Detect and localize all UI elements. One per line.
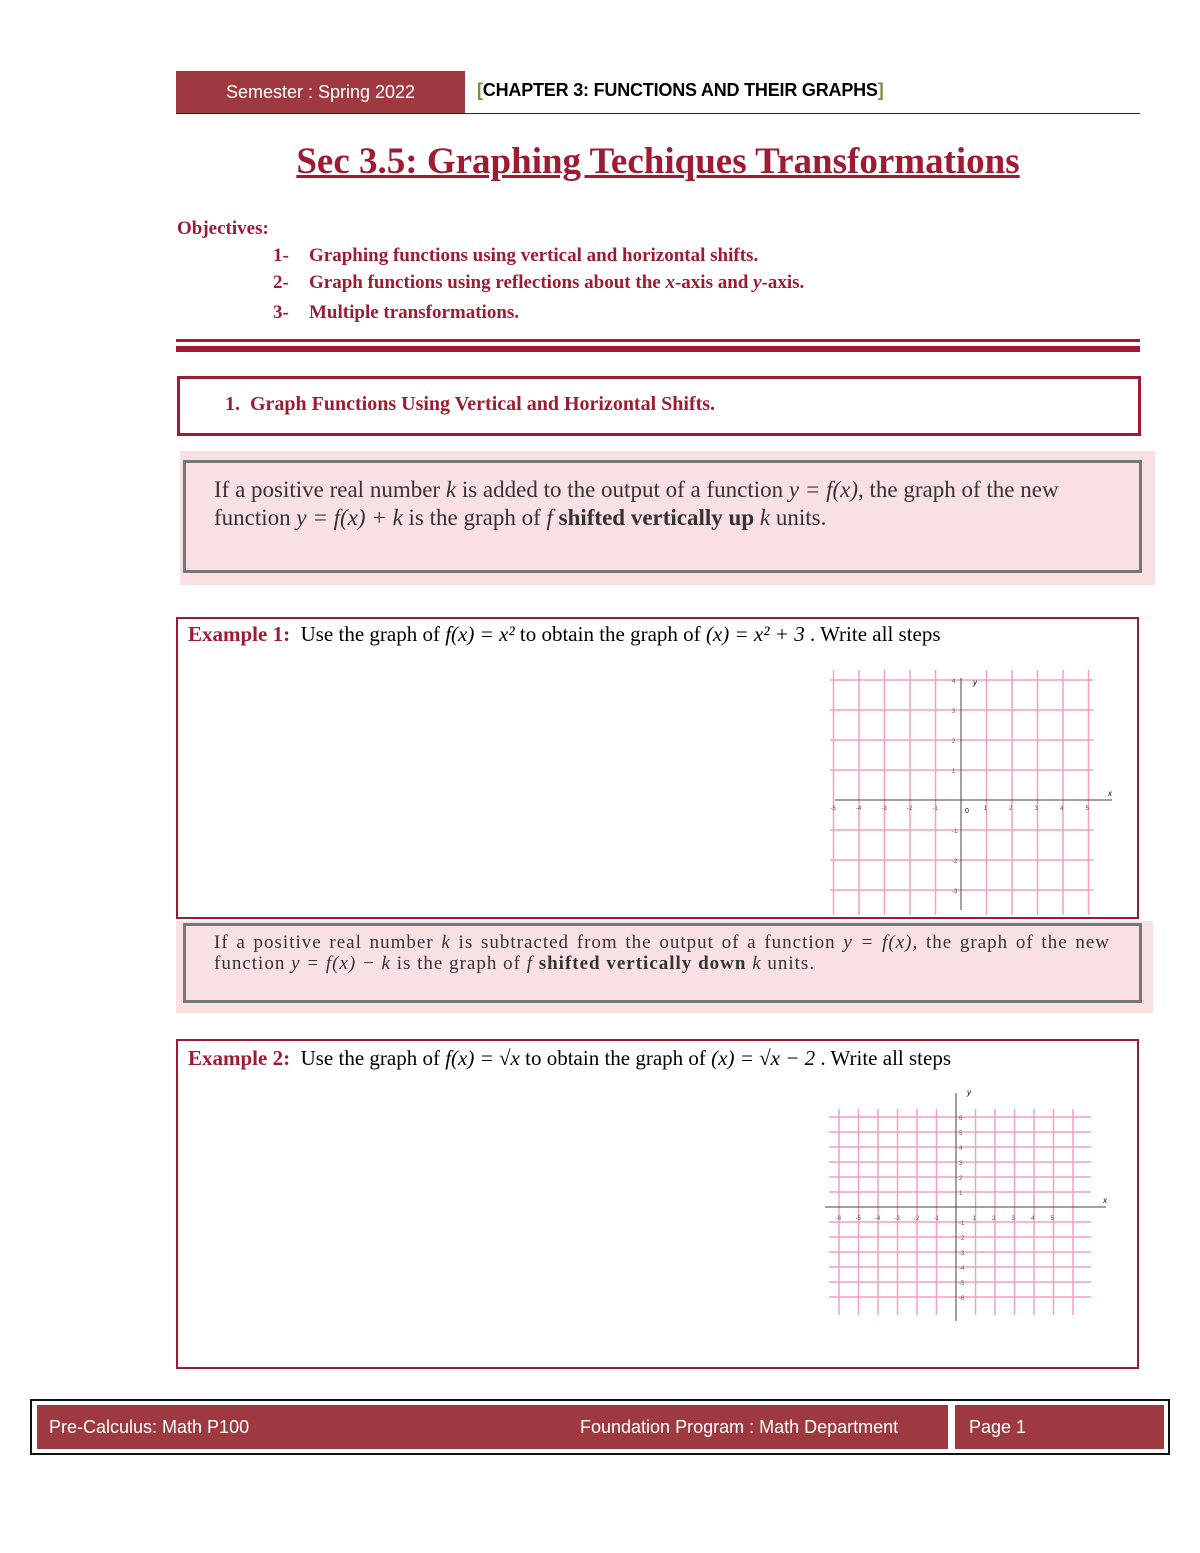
y-tick-label: -1 xyxy=(959,1221,965,1227)
x-tick-label: -2 xyxy=(914,1216,920,1222)
x-tick-label: -1 xyxy=(932,806,938,812)
x-tick-label: -4 xyxy=(856,806,862,812)
x-tick-label: 3 xyxy=(1011,1216,1015,1222)
example-statement: Example 1: Use the graph of f(x) = x² to obtain the graph of (x) = x² + 3 . Write all steps xyxy=(188,622,941,646)
page-number: Page 1 xyxy=(969,1417,1027,1437)
objectives-heading: Objectives: xyxy=(177,218,269,239)
y-tick-label: -2 xyxy=(959,1236,965,1242)
x-tick-label: 5 xyxy=(1050,1216,1054,1222)
definition-text: If a positive real number k is added to the output of a function y = f(x), the graph of the new function y = f(x) + k is the graph of f shifted vertically up k units. xyxy=(214,477,1059,530)
grid-lines xyxy=(830,670,1094,915)
objective-item: 1- Graphing functions using vertical and horizontal shifts. xyxy=(273,245,759,266)
footer-bar xyxy=(37,1405,948,1449)
y-tick-label: -4 xyxy=(959,1266,965,1272)
example-statement: Example 2: Use the graph of f(x) = √x to obtain the graph of (x) = √x − 2 . Write all steps xyxy=(188,1046,951,1070)
y-tick-labels xyxy=(959,1116,965,1302)
section-title: 1. Graph Functions Using Vertical and Horizontal Shifts. xyxy=(225,393,716,415)
x-tick-label: -5 xyxy=(830,806,836,812)
y-tick-label: -1 xyxy=(952,829,958,835)
definition-text: If a positive real number k is subtracted from the output of a function y = f(x), the graph of the new function y = f(x) − k is the graph of f shifted vertically down k units. xyxy=(214,932,1111,974)
x-tick-label: -2 xyxy=(907,806,913,812)
x-tick-label: -3 xyxy=(881,806,887,812)
y-tick-label: -2 xyxy=(952,859,958,865)
y-tick-label: 4 xyxy=(952,679,956,685)
footer-page-box xyxy=(955,1405,1164,1449)
y-tick-label: 5 xyxy=(959,1131,963,1137)
y-tick-labels xyxy=(952,670,958,915)
footer-course: Pre-Calculus: Math P100 xyxy=(49,1417,250,1437)
y-tick-label: 3 xyxy=(959,1161,963,1167)
x-tick-label: 1 xyxy=(983,806,987,812)
x-tick-label: 4 xyxy=(1031,1216,1035,1222)
y-tick-label: 3 xyxy=(952,709,956,715)
x-tick-label: 2 xyxy=(992,1216,996,1222)
x-tick-label: 2 xyxy=(1009,806,1013,812)
divider xyxy=(176,346,1140,352)
footer-program: Foundation Program : Math Department xyxy=(580,1417,899,1437)
x-tick-label: -4 xyxy=(875,1216,881,1222)
y-tick-label: 1 xyxy=(952,769,956,775)
y-tick-label: -6 xyxy=(959,1296,965,1302)
x-tick-label: -6 xyxy=(836,1216,842,1222)
x-tick-label: 3 xyxy=(1034,806,1038,812)
y-tick-label: -3 xyxy=(959,1251,965,1257)
objective-item: 3- Multiple transformations. xyxy=(273,302,520,323)
axes xyxy=(825,1093,1106,1321)
divider xyxy=(176,339,1140,342)
x-axis-label: x xyxy=(1103,1196,1107,1205)
origin-label: 0 xyxy=(965,808,969,815)
y-tick-label: 2 xyxy=(959,1176,963,1182)
x-tick-labels xyxy=(836,1216,1055,1222)
x-tick-labels xyxy=(831,806,1090,812)
x-tick-label: 1 xyxy=(972,1216,976,1222)
page-title: Sec 3.5: Graphing Techiques Transformations xyxy=(296,141,1020,182)
objective-item: 2- Graph functions using reflections about the x-axis and y-axis. xyxy=(273,272,805,293)
x-axis-label: x xyxy=(1108,789,1112,798)
coordinate-grid xyxy=(822,1085,1112,1325)
y-axis-label: y xyxy=(967,1088,971,1097)
coordinate-grid xyxy=(830,670,1120,915)
y-tick-label: 2 xyxy=(952,739,956,745)
header-rule xyxy=(176,113,1140,114)
y-axis-label: y xyxy=(973,678,977,687)
x-tick-label: -3 xyxy=(894,1216,900,1222)
header-chapter: [CHAPTER 3: FUNCTIONS AND THEIR GRAPHS] xyxy=(477,80,884,100)
y-tick-label: 6 xyxy=(959,1116,963,1122)
x-tick-label: -5 xyxy=(855,1216,861,1222)
header-semester: Semester : Spring 2022 xyxy=(176,71,465,114)
axes xyxy=(835,678,1112,910)
y-tick-label: 4 xyxy=(959,1146,963,1152)
y-tick-label: -3 xyxy=(952,889,958,895)
x-tick-label: 4 xyxy=(1060,806,1064,812)
y-tick-label: -5 xyxy=(959,1281,965,1287)
x-tick-label: -1 xyxy=(933,1216,939,1222)
y-tick-label: 1 xyxy=(959,1191,963,1197)
x-tick-label: 5 xyxy=(1085,806,1089,812)
